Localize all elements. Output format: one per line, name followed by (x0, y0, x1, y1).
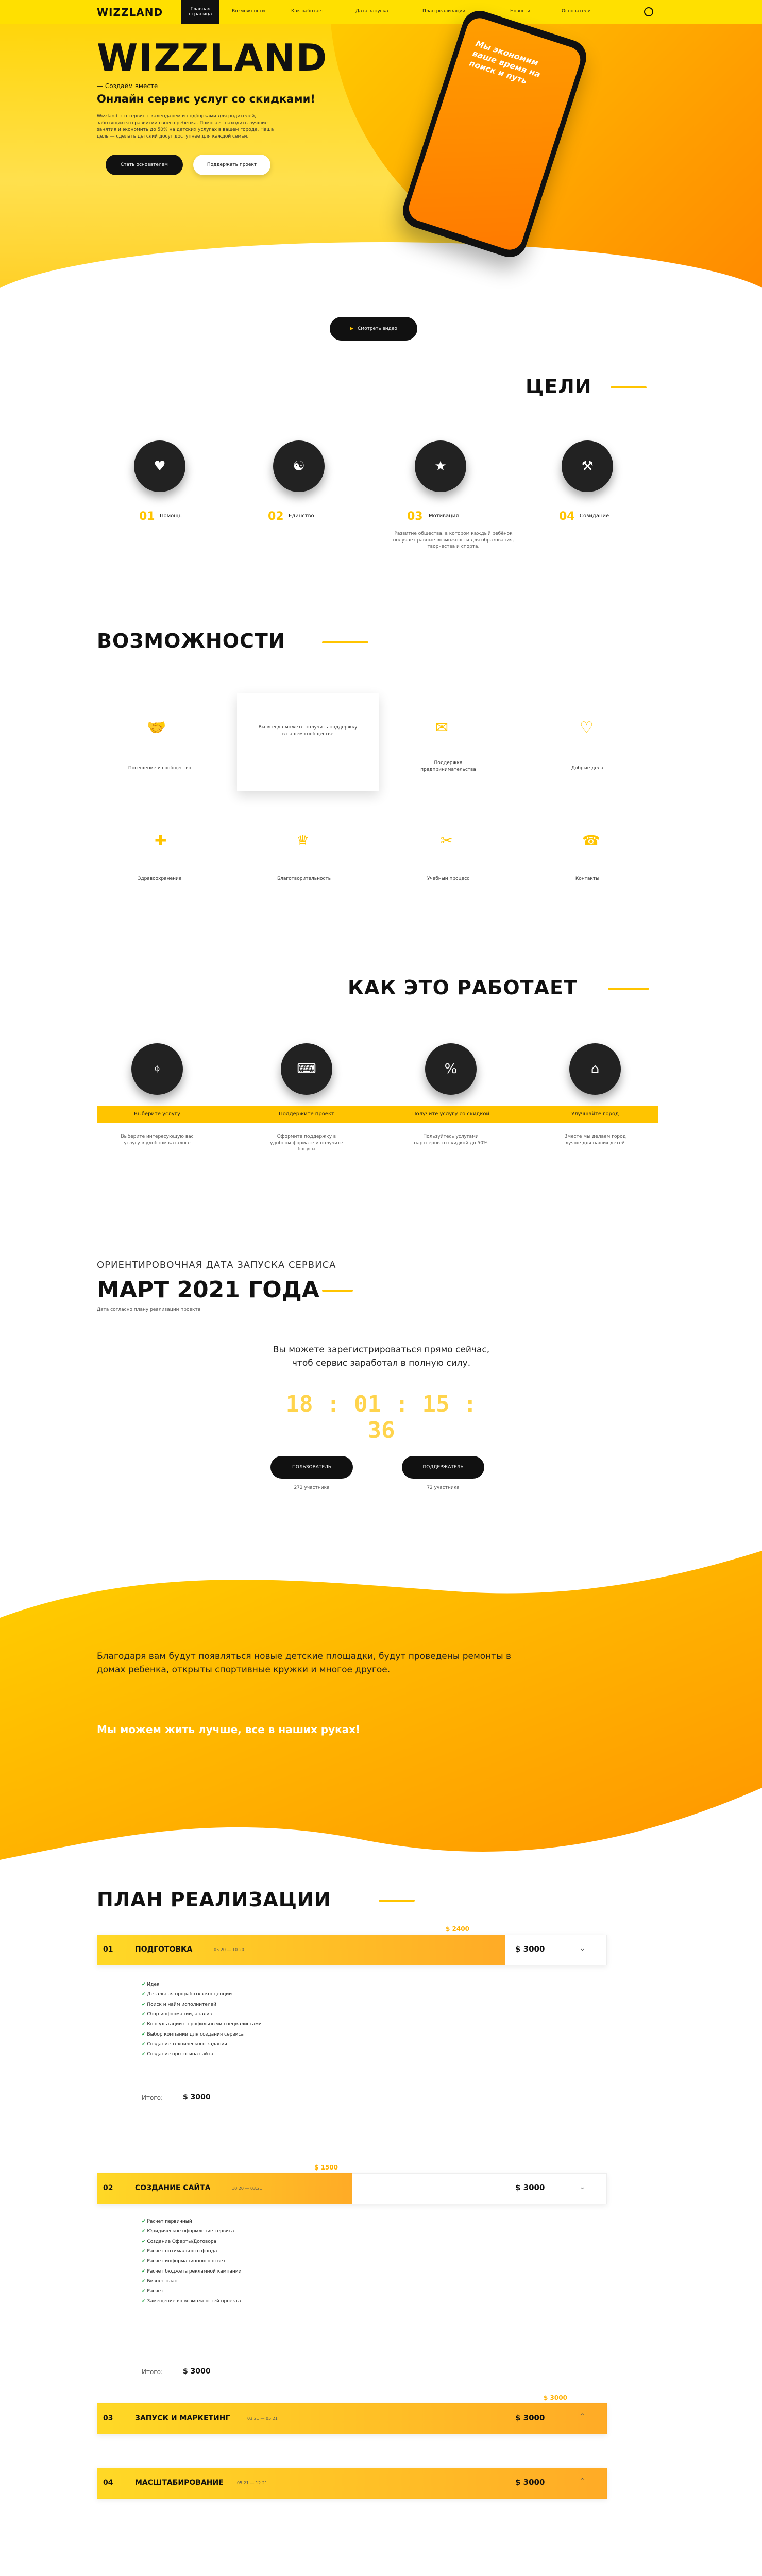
total-value: $ 3000 (183, 2367, 211, 2376)
stage-2-items (142, 2217, 348, 2307)
stage-name: МАСШТАБИРОВАНИЕ (135, 2479, 224, 2487)
stage-num: 01 (103, 1945, 113, 1954)
goal-label: Созидание (580, 513, 609, 519)
features-title: ВОЗМОЖНОСТИ (97, 630, 285, 652)
launch-cta-line1: Вы можете зарегистрироваться прямо сейчас, (273, 1345, 490, 1355)
step-label: Выберите услугу (134, 1111, 180, 1117)
feature-label: Добрые дела (571, 766, 604, 771)
stage-name: ЗАПУСК И МАРКЕТИНГ (135, 2414, 230, 2422)
raised-amount: $ 2400 (446, 1925, 469, 1933)
step-text: Оформите поддержку в удобном формате и получите бонусы (270, 1134, 343, 1153)
stage-name: СОЗДАНИЕ САЙТА (135, 2184, 211, 2192)
raised-amount: $ 1500 (314, 2164, 338, 2171)
check-icon: ✔ (142, 2289, 147, 2294)
briefcase-icon: ✉ (435, 719, 449, 737)
launch-cta-line2: чтоб сервис заработал в полную силу. (292, 1358, 471, 1368)
plan-task-item (142, 2267, 348, 2277)
hero-title: WIZZLAND (97, 36, 328, 79)
user-count: 272 участника (294, 1485, 330, 1490)
chevron-up-icon[interactable]: ⌃ (580, 2477, 585, 2485)
user-icon[interactable] (644, 7, 653, 16)
check-icon: ✔ (142, 2012, 147, 2018)
item-text: Расчет первичный (147, 2219, 192, 2224)
feature-highlight-text: Вы всегда можете получить поддержку в нашем сообществе (258, 725, 358, 737)
chevron-down-icon[interactable]: ⌄ (580, 2183, 585, 2191)
stage-2-list (142, 2217, 348, 2307)
goal-label: Единство (289, 513, 314, 519)
check-icon: ✔ (142, 2268, 147, 2274)
motivation-icon: ★ (415, 440, 466, 492)
item-text: Замещение во возможностей проекта (147, 2298, 241, 2304)
check-icon: ✔ (142, 2052, 147, 2057)
nav-link-news[interactable]: Новости (510, 9, 531, 14)
item-text: Создание Оферты/Договора (147, 2239, 217, 2244)
item-text: Детальная проработка концепции (147, 1992, 232, 1997)
nav-logo[interactable]: WIZZLAND (97, 6, 163, 19)
plan-task-item (142, 2020, 348, 2029)
check-icon: ✔ (142, 2042, 147, 2047)
item-text: Расчет информационного ответ (147, 2259, 226, 2264)
launch-date: МАРТ 2021 ГОДА (97, 1277, 319, 1303)
step-text: Вместе мы делаем город лучше для наших детей (564, 1134, 626, 1146)
choose-service-icon: ⌖ (131, 1043, 183, 1095)
plan-task-item (142, 2049, 348, 2059)
launch-note: Дата согласно плану реализации проекта (97, 1307, 201, 1312)
raised-amount: $ 3000 (544, 2394, 567, 2401)
feature-highlight-card (237, 693, 379, 791)
feature-label: Благотворительность (277, 876, 331, 882)
stage-num: 03 (103, 2414, 113, 2422)
goal-num: 03 (407, 510, 423, 523)
plan-task-item (142, 2286, 348, 2296)
charity-icon: ♛ (296, 832, 310, 849)
check-icon: ✔ (142, 2031, 147, 2037)
item-text: Создание прототипа сайта (147, 2052, 214, 2057)
city-icon: ⌂ (569, 1043, 621, 1095)
check-icon: ✔ (142, 2219, 147, 2224)
stage-1-list (142, 1980, 348, 2060)
item-text: Расчет оптимального фонда (147, 2249, 217, 2255)
stage-num: 04 (103, 2479, 113, 2487)
check-icon: ✔ (142, 2022, 147, 2027)
stage-1-items (142, 1980, 348, 2060)
plan-task-item (142, 1990, 348, 1999)
discount-icon: % (425, 1043, 477, 1095)
plan-task-item (142, 2000, 348, 2010)
launch-subtitle: ОРИЕНТИРОВОЧНАЯ ДАТА ЗАПУСКА СЕРВИСА (97, 1260, 336, 1270)
become-founder-button[interactable]: Стать основателем (106, 155, 183, 175)
stage-num: 02 (103, 2184, 113, 2192)
hero-headline: Онлайн сервис услуг со скидками! (97, 93, 315, 105)
feature-label: Контакты (575, 876, 600, 882)
watch-video-button[interactable] (330, 317, 417, 341)
total-label: Итого: (142, 2094, 163, 2102)
hero-description: Wizzland это сервис с календарем и подборками для родителей, заботящихся о развитии своего ребенка. Помогает находить лучшие занятия и экономить до 50% на детских услугах в вашем городе. Наша цель — сделать детский досуг доступнее для каждой семьи. (97, 114, 274, 140)
goals-note: Развитие общества, в котором каждый ребёнок получает равные возможности для образования, творчества и спорта. (393, 531, 514, 550)
unity-icon: ☯ (273, 440, 325, 492)
phone-text: Мы экономим ваше время на поиск и путь (468, 38, 542, 86)
banner-text: Благодаря вам будут появляться новые детские площадки, будут проведены ремонты в домах ребенка, открыты спортивные кружки и многое другое. (97, 1651, 512, 1675)
total-value: $ 3000 (183, 2093, 211, 2102)
check-icon: ✔ (142, 1992, 147, 1997)
item-text: Консультации с профильными специалистами (147, 2022, 262, 2027)
item-text: Расчет бюджета рекламной кампании (147, 2268, 242, 2274)
feature-label: Посещение и сообщество (128, 766, 192, 771)
check-icon: ✔ (142, 2239, 147, 2244)
check-icon: ✔ (142, 1982, 147, 1987)
goal-num: 01 (139, 510, 155, 523)
item-text: Сбор информации, анализ (147, 2012, 212, 2018)
check-icon: ✔ (142, 2298, 147, 2304)
features-accent-line (322, 641, 368, 643)
stage-dates: 03.21 — 05.21 (247, 2416, 278, 2421)
how-title: КАК ЭТО РАБОТАЕТ (348, 976, 578, 999)
help-icon: ♥ (134, 440, 185, 492)
step-text: Выберите интересующую вас услугу в удобном каталоге (121, 1134, 194, 1146)
feature-label: Учебный процесс (427, 876, 470, 882)
plan-task-item (142, 2237, 348, 2247)
user-register-button[interactable]: ПОЛЬЗОВАТЕЛЬ (270, 1456, 353, 1479)
item-text: Выбор компании для создания сервиса (147, 2031, 244, 2037)
nav-link-how[interactable]: Как работает (291, 9, 325, 14)
step-label: Улучшайте город (571, 1111, 619, 1117)
plan-task-item (142, 2257, 348, 2266)
stage-price: $ 3000 (515, 2478, 545, 2487)
handshake-icon: 🤝 (147, 719, 166, 737)
plan-task-item (142, 2217, 348, 2227)
goals-title: ЦЕЛИ (526, 375, 592, 398)
goal-num: 02 (268, 510, 284, 523)
check-icon: ✔ (142, 2229, 147, 2234)
countdown-timer: 18 : 01 : 15 : 36 (285, 1391, 477, 1444)
item-text: Бизнес план (147, 2279, 178, 2284)
launch-accent-line (322, 1290, 353, 1292)
chevron-up-icon[interactable]: ⌃ (580, 2413, 585, 2420)
plan-task-item (142, 2030, 348, 2040)
goal-label: Помощь (160, 513, 182, 519)
plan-task-item (142, 2297, 348, 2307)
item-text: Поиск и найм исполнителей (147, 2002, 216, 2007)
nav-link-founders[interactable]: Основатели (562, 9, 591, 14)
nav-link-features[interactable]: Возможности (232, 9, 265, 14)
feature-label: Здравоохранение (138, 876, 182, 882)
stage-price: $ 3000 (515, 2413, 545, 2422)
item-text: Расчет (147, 2289, 164, 2294)
nav-link-launch[interactable]: Дата запуска (355, 9, 388, 14)
stage-dates: 10.20 — 03.21 (232, 2186, 262, 2191)
goal-num: 04 (559, 510, 575, 523)
goals-accent-line (611, 386, 647, 388)
stage-name: ПОДГОТОВКА (135, 1945, 193, 1954)
how-accent-line (608, 988, 649, 990)
nav-link-home[interactable]: Главная страница (181, 0, 219, 24)
banner-wave (0, 1551, 762, 1880)
plan-task-item (142, 2227, 348, 2236)
step-text: Пользуйтесь услугами партнёров со скидкой до 50% (414, 1134, 488, 1146)
hero-tagline: — Создаём вместе (97, 82, 158, 90)
total-label: Итого: (142, 2368, 163, 2376)
chevron-down-icon[interactable]: ⌄ (580, 1945, 585, 1953)
item-text: Юридическое оформление сервиса (147, 2229, 234, 2234)
plan-title: ПЛАН РЕАЛИЗАЦИИ (97, 1888, 331, 1911)
contacts-icon: ☎ (582, 832, 600, 849)
plan-accent-line (379, 1900, 415, 1902)
step-label: Поддержите проект (279, 1111, 334, 1117)
banner-slogan: Мы можем жить лучше, все в наших руках! (97, 1723, 361, 1736)
support-project-button[interactable]: Поддержать проект (193, 155, 270, 175)
feature-label: Поддержка предпринимательства (420, 760, 476, 772)
stage-price: $ 3000 (515, 1944, 545, 1954)
stage-price: $ 3000 (515, 2183, 545, 2192)
step-label: Получите услугу со скидкой (412, 1111, 489, 1117)
support-count: 72 участника (427, 1485, 460, 1490)
plan-task-item (142, 2010, 348, 2020)
play-icon: ▶ (350, 326, 353, 331)
nav-link-plan[interactable]: План реализации (422, 9, 466, 14)
health-icon: ✚ (155, 832, 167, 849)
check-icon: ✔ (142, 2279, 147, 2284)
check-icon: ✔ (142, 2259, 147, 2264)
plan-task-item (142, 1980, 348, 1990)
item-text: Создание технического задания (147, 2042, 227, 2047)
hero-white-curve (0, 242, 762, 376)
stage-dates: 05.20 — 10.20 (214, 1947, 244, 1952)
check-icon: ✔ (142, 2249, 147, 2255)
plan-task-item (142, 2040, 348, 2049)
creation-icon: ⚒ (562, 440, 613, 492)
goal-label: Мотивация (429, 513, 459, 519)
education-icon: ✂ (441, 832, 453, 849)
watch-video-label: Смотреть видео (358, 326, 397, 331)
stage-dates: 05.21 — 12.21 (237, 2481, 267, 2485)
check-icon: ✔ (142, 2002, 147, 2007)
supporter-register-button[interactable]: ПОДДЕРЖАТЕЛЬ (402, 1456, 484, 1479)
plan-task-item (142, 2277, 348, 2286)
heart-hands-icon: ♡ (580, 719, 594, 737)
item-text: Идея (147, 1982, 160, 1987)
support-project-icon: ⌨ (281, 1043, 332, 1095)
plan-task-item (142, 2247, 348, 2257)
